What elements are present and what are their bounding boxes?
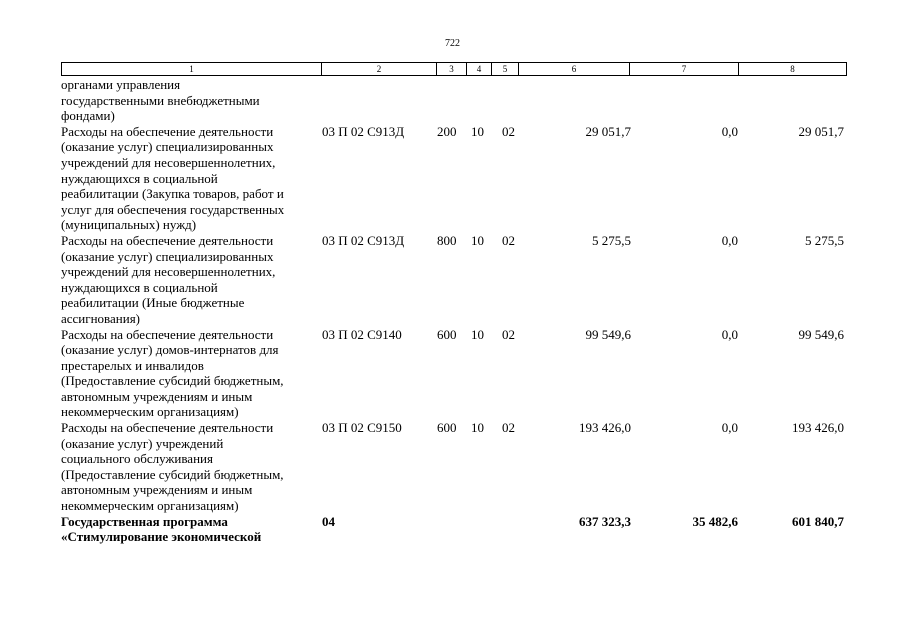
description-line: (муниципальных) нужд) [61,217,197,233]
header-col-8: 8 [790,64,795,74]
amount-col6: 637 323,3 [579,513,631,529]
pr-code: 02 [502,326,515,342]
description-line: нуждающихся в социальной [61,279,218,295]
rz-code: 10 [471,232,484,248]
amount-col6: 29 051,7 [585,123,631,139]
description-line: (оказание услуг) домов-интернатов для [61,342,279,358]
description-line: «Стимулирование экономической [61,529,262,545]
kcsr-code: 03 П 02 С913Д [322,232,405,248]
description-line: автономным учреждениям и иным [61,388,253,404]
table-row [0,77,905,124]
header-col-5: 5 [492,63,519,75]
vr-code: 200 [437,123,457,139]
row-description [61,514,323,545]
vr-code: 600 [437,420,457,436]
description-line: (оказание услуг) специализированных [61,248,274,264]
description-line: (оказание услуг) специализированных [61,139,274,155]
description-line: реабилитации (Закупка товаров, работ и [61,186,284,202]
description-line: нуждающихся в социальной [61,170,218,186]
description-line: услуг для обеспечения государственных [61,201,285,217]
description-line: государственными внебюджетными [61,92,260,108]
description-line: реабилитации (Иные бюджетные [61,295,245,311]
description-line: Расходы на обеспечение деятельности [61,420,274,436]
kcsr-code: 03 П 02 С913Д [322,123,405,139]
table-row [0,420,905,514]
amount-col8: 29 051,7 [798,123,844,139]
amount-col6: 5 275,5 [592,232,631,248]
pr-code: 02 [502,420,515,436]
table-header [61,62,847,76]
kcsr-code: 03 П 02 С9150 [322,420,402,436]
amount-col7: 0,0 [721,326,738,342]
rz-code: 10 [471,123,484,139]
amount-col8: 5 275,5 [805,232,844,248]
description-line: Государственная программа [61,513,228,529]
table-body [0,77,905,545]
row-description [61,233,323,327]
description-line: (Предоставление субсидий бюджетным, [61,373,284,389]
amount-col8: 99 549,6 [798,326,844,342]
description-line: престарелых и инвалидов [61,357,204,373]
rz-code: 10 [471,326,484,342]
header-col-2: 2 [322,63,437,75]
description-line: (Предоставление субсидий бюджетным, [61,466,284,482]
header-col-6: 6 [519,63,630,75]
description-line: некоммерческим организациям) [61,498,239,514]
amount-col7: 35 482,6 [692,513,738,529]
page-number: 722 [445,38,460,49]
header-col-3: 3 [437,63,467,75]
pr-code: 02 [502,232,515,248]
row-description [61,124,323,233]
description-line: Расходы на обеспечение деятельности [61,326,274,342]
amount-col8: 193 426,0 [792,420,844,436]
description-line: органами управления [61,77,181,92]
amount-col6: 99 549,6 [585,326,631,342]
row-description [61,327,323,421]
description-line: автономным учреждениям и иным [61,482,253,498]
table-row [0,514,905,545]
rz-code: 10 [471,420,484,436]
amount-col6: 193 426,0 [579,420,631,436]
kcsr-code: 03 П 02 С9140 [322,326,402,342]
row-description [61,420,323,514]
amount-col7: 0,0 [721,420,738,436]
vr-code: 800 [437,232,457,248]
description-line: учреждений для несовершеннолетних, [61,264,276,280]
description-line: некоммерческим организациям) [61,404,239,420]
description-line: ассигнования) [61,310,141,326]
row-description [61,77,323,124]
description-line: Расходы на обеспечение деятельности [61,123,274,139]
table-row [0,233,905,327]
amount-col8: 601 840,7 [792,513,844,529]
table-row [0,124,905,233]
header-col-7: 7 [630,63,739,75]
description-line: социального обслуживания [61,451,213,467]
header-col-4: 4 [467,63,492,75]
description-line: учреждений для несовершеннолетних, [61,154,276,170]
header-col-1: 1 [62,63,322,75]
amount-col7: 0,0 [721,123,738,139]
pr-code: 02 [502,123,515,139]
amount-col7: 0,0 [721,232,738,248]
description-line: Расходы на обеспечение деятельности [61,232,274,248]
description-line: фондами) [61,108,115,124]
kcsr-code: 04 [322,513,335,529]
table-row [0,327,905,421]
description-line: (оказание услуг) учреждений [61,435,224,451]
vr-code: 600 [437,326,457,342]
